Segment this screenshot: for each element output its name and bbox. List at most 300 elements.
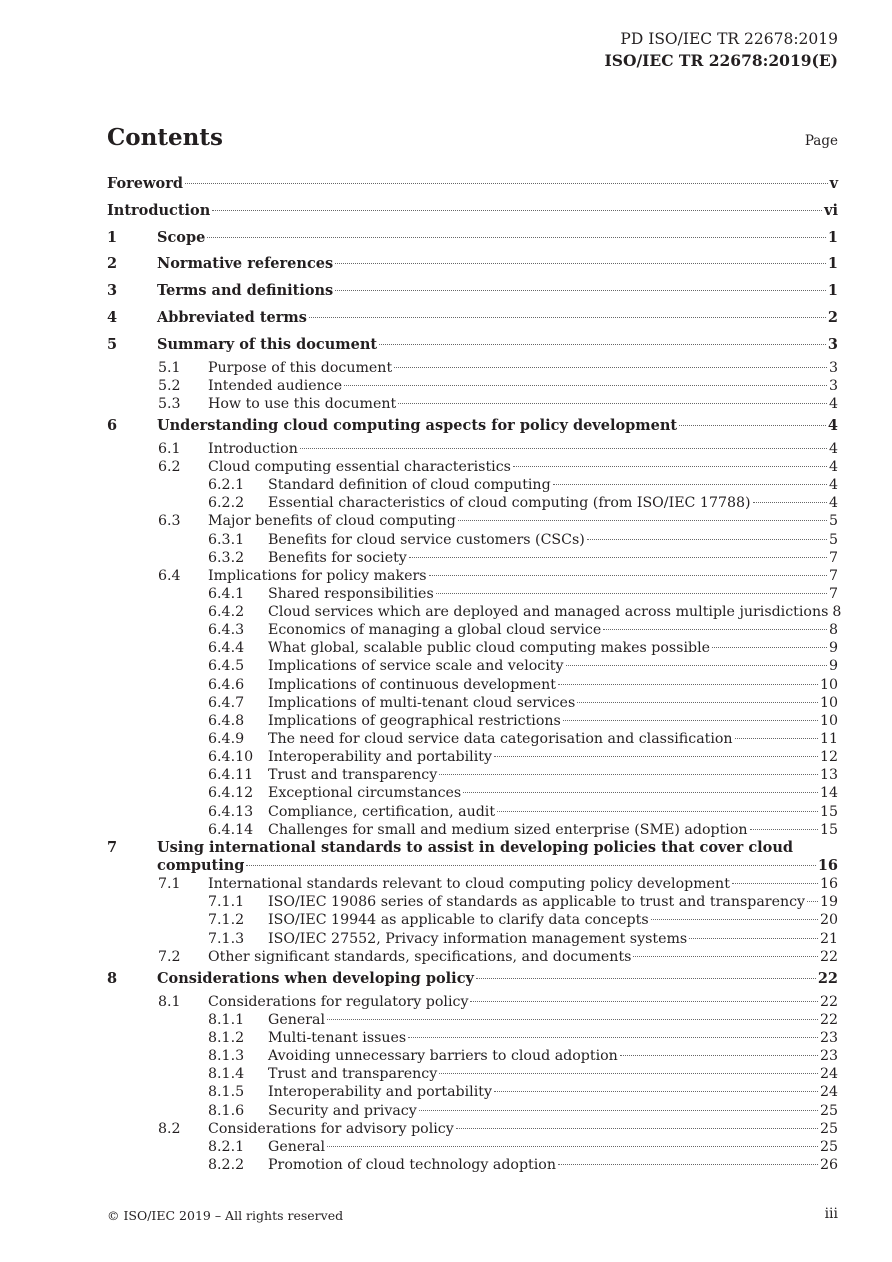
toc-entry-title: ISO/IEC 19086 series of standards as applicable to trust and transparency (268, 894, 806, 911)
toc-entry-number: 7.1.3 (208, 930, 245, 947)
toc-entry-line (208, 1120, 838, 1138)
toc-entry-number: 7.1.1 (208, 894, 245, 911)
toc-entry-title: Considerations for advisory policy (208, 1120, 454, 1137)
toc-entry-number: 6.2.2 (208, 495, 245, 512)
toc-entry-page: 22 (819, 948, 838, 965)
toc-entry-line (107, 171, 838, 198)
toc-entry[interactable] (107, 332, 838, 359)
toc-entry-number: 6.4.4 (208, 640, 245, 657)
toc-entry-page: 25 (819, 1102, 838, 1119)
dot-leader (620, 1055, 818, 1056)
toc-entry-line (268, 494, 838, 512)
toc-entry-number: 6.3 (158, 513, 181, 530)
toc-entry-line (268, 784, 838, 802)
toc-entry[interactable] (107, 359, 838, 377)
page-title: Contents (107, 124, 223, 151)
toc-entry[interactable] (107, 966, 838, 993)
toc-entry-title: Interoperability and portability (268, 749, 492, 766)
toc-entry-number: 8.1.5 (208, 1084, 245, 1101)
toc-entry-title: Economics of managing a global cloud service (268, 622, 602, 639)
toc-entry-line (268, 712, 838, 730)
dot-leader (513, 466, 827, 467)
toc-entry-page: 2 (827, 308, 838, 326)
toc-entry-line (208, 948, 838, 966)
dot-leader (463, 792, 818, 793)
dot-leader (398, 403, 827, 404)
dot-leader (185, 183, 828, 184)
dot-leader (476, 978, 816, 979)
toc-entry-line (268, 657, 838, 675)
toc-entry-page: 4 (828, 477, 838, 494)
toc-entry-title: Other significant standards, specifications, and documents (208, 948, 632, 965)
toc-entry-page: 7 (828, 549, 838, 566)
toc-entry-number: 7.1 (158, 876, 181, 893)
toc-entry-number: 8 (107, 969, 118, 987)
toc-entry-page: vi (824, 201, 838, 219)
toc-entry-number: 3 (107, 282, 118, 300)
dot-leader (566, 665, 827, 666)
toc-entry-number: 6.4.3 (208, 622, 245, 639)
toc-entry-line (268, 930, 838, 948)
toc-entry-title: Interoperability and portability (268, 1084, 492, 1101)
toc-entry-number: 6.4.12 (208, 785, 254, 802)
toc-entry-page: 23 (819, 1048, 838, 1065)
toc-entry[interactable] (107, 948, 838, 966)
toc-entry-title: Using international standards to assist in developing policies that cover cloud (157, 838, 794, 856)
toc-entry-number: 6.4.10 (208, 749, 254, 766)
toc-entry-page: 5 (828, 513, 838, 530)
toc-entry-number: 6.4.9 (208, 731, 245, 748)
toc-entry-line (157, 251, 838, 278)
toc-entry-title: Exceptional circumstances (268, 785, 462, 802)
toc-entry-title: Considerations when developing policy (157, 969, 474, 987)
toc-entry-line (208, 458, 838, 476)
toc-entry-page: 15 (819, 803, 838, 820)
dot-leader (558, 1164, 818, 1165)
dot-leader (807, 901, 818, 902)
toc-entry-title: Purpose of this document (208, 359, 393, 376)
toc-entry-page: 14 (819, 785, 838, 802)
toc-entry[interactable] (107, 1102, 838, 1120)
toc-entry-page: 11 (819, 731, 838, 748)
dot-leader (577, 702, 818, 703)
toc-entry-title: ISO/IEC 27552, Privacy information management systems (268, 930, 688, 947)
toc-entry-line (268, 1047, 838, 1065)
toc-entry-number: 6.2.1 (208, 477, 245, 494)
toc-entry-line (268, 748, 838, 766)
toc-entry-line (208, 567, 838, 585)
toc-entry-line (268, 549, 838, 567)
toc-entry-number: 8.1.3 (208, 1048, 245, 1065)
dot-leader (735, 738, 818, 739)
toc-entry-title: Major benefits of cloud computing (208, 513, 456, 530)
dot-leader (679, 425, 826, 426)
toc-entry-page: 22 (819, 993, 838, 1010)
toc-entry-title: Implications of service scale and velocity (268, 658, 564, 675)
toc-entry-number: 4 (107, 308, 118, 326)
toc-entry-line (157, 839, 838, 857)
toc-entry-line (268, 1083, 838, 1101)
dot-leader (458, 520, 827, 521)
toc-entry-page: 26 (819, 1156, 838, 1173)
toc-entry-title: Intended audience (208, 377, 343, 394)
toc-entry-line (268, 1065, 838, 1083)
toc-entry-page: 7 (828, 567, 838, 584)
toc-entry-line (268, 621, 838, 639)
toc-entry-title: General (268, 1138, 326, 1155)
toc-entry[interactable] (107, 1029, 838, 1047)
toc-entry-page: 4 (828, 458, 838, 475)
dot-leader (558, 684, 818, 685)
toc-entry[interactable] (107, 458, 838, 476)
toc-entry[interactable] (107, 911, 838, 929)
toc-entry-line (268, 639, 838, 657)
toc-entry-number: 6.4 (158, 567, 181, 584)
page-column-label: Page (804, 133, 838, 149)
toc-entry-number: 8.1.6 (208, 1102, 245, 1119)
toc-entry-line (157, 966, 838, 993)
toc-entry-number: 7.1.2 (208, 912, 245, 929)
toc-entry[interactable] (107, 440, 838, 458)
toc-entry[interactable] (107, 1047, 838, 1065)
toc-entry-number: 5 (107, 335, 118, 353)
dot-leader (753, 502, 827, 503)
toc-entry[interactable] (107, 494, 838, 512)
toc-entry[interactable] (107, 305, 838, 332)
dot-leader (409, 557, 827, 558)
dot-leader (419, 1110, 818, 1111)
toc-entry[interactable] (107, 748, 838, 766)
toc-entry[interactable] (107, 377, 838, 395)
page-number: iii (824, 1206, 838, 1222)
toc-entry-number: 5.3 (158, 395, 181, 412)
toc-entry-page: v (829, 175, 838, 192)
toc-entry-page: 24 (819, 1084, 838, 1101)
toc-entry-title: Security and privacy (268, 1102, 417, 1119)
toc-entry[interactable] (107, 1083, 838, 1101)
toc-entry-title: The need for cloud service data categorisation and classification (268, 731, 733, 748)
toc-entry[interactable] (107, 225, 838, 252)
table-of-contents (107, 171, 842, 1174)
toc-entry-title: Considerations for regulatory policy (208, 993, 469, 1010)
toc-entry-line (268, 1138, 838, 1156)
toc-entry-page: 8 (828, 622, 838, 639)
toc-entry[interactable] (107, 585, 838, 603)
toc-entry-page: 25 (819, 1120, 838, 1137)
toc-entry-line (208, 875, 838, 893)
toc-entry[interactable] (107, 993, 838, 1011)
toc-entry-title: Abbreviated terms (157, 308, 307, 326)
toc-entry-number: 8.2.1 (208, 1138, 245, 1155)
toc-entry[interactable] (107, 730, 838, 748)
toc-entry-line (268, 893, 838, 911)
toc-entry-line (208, 395, 838, 413)
toc-entry[interactable] (107, 712, 838, 730)
toc-entry[interactable] (107, 567, 838, 585)
toc-entry-page: 21 (819, 930, 838, 947)
toc-entry-line (268, 766, 838, 784)
toc-entry-page: 16 (817, 857, 838, 875)
toc-entry-title: Understanding cloud computing aspects for policy development (157, 417, 678, 434)
toc-entry-line (107, 198, 838, 225)
dot-leader (344, 385, 827, 386)
toc-entry-line (157, 332, 838, 359)
toc-entry-number: 8.2 (158, 1120, 181, 1137)
dot-leader (750, 829, 818, 830)
toc-entry-line (268, 585, 838, 603)
toc-entry-page: 4 (828, 495, 838, 512)
dot-leader (587, 539, 827, 540)
toc-entry-page: 3 (828, 359, 838, 376)
toc-entry-number: 8.1.1 (208, 1011, 245, 1028)
toc-entry-title: Introduction (107, 201, 211, 219)
toc-entry[interactable] (107, 766, 838, 784)
toc-entry-page: 7 (828, 585, 838, 602)
toc-entry-title: Benefits for society (268, 549, 407, 566)
toc-entry[interactable] (107, 621, 838, 639)
toc-entry-line (268, 1011, 838, 1029)
toc-entry[interactable] (107, 395, 838, 413)
toc-entry-title: Implications of continuous development (268, 676, 556, 693)
toc-entry-line (208, 440, 838, 458)
toc-entry-title: Introduction (208, 440, 298, 457)
dot-leader (300, 448, 827, 449)
dot-leader (429, 575, 827, 576)
toc-entry[interactable] (107, 694, 838, 712)
toc-entry-number: 6.2 (158, 458, 181, 475)
toc-entry-page: 10 (819, 676, 838, 693)
dot-leader (633, 956, 818, 957)
toc-entry[interactable] (107, 1156, 838, 1174)
toc-entry-line (157, 857, 838, 875)
toc-entry[interactable] (107, 839, 838, 857)
toc-entry-page: 3 (827, 335, 838, 353)
toc-entry-title: Shared responsibilities (268, 585, 434, 602)
toc-entry-title: Challenges for small and medium sized enterprise (SME) adoption (268, 821, 748, 838)
toc-entry[interactable] (107, 1138, 838, 1156)
toc-entry-title: General (268, 1011, 326, 1028)
dot-leader (712, 647, 827, 648)
toc-entry-page: 3 (828, 377, 838, 394)
toc-entry-number: 6.4.2 (208, 604, 245, 621)
toc-entry-line (268, 603, 842, 621)
toc-entry-page: 8 (832, 604, 842, 621)
toc-entry-page: 22 (817, 969, 838, 987)
toc-entry-page: 9 (828, 658, 838, 675)
toc-entry-title: Promotion of cloud technology adoption (268, 1156, 556, 1173)
toc-entry[interactable] (107, 821, 838, 839)
toc-entry-title: Standard definition of cloud computing (268, 477, 551, 494)
dot-leader (246, 865, 815, 866)
toc-entry-number: 6.3.1 (208, 531, 245, 548)
toc-entry-title: Multi-tenant issues (268, 1029, 407, 1046)
toc-entry-title-continued: computing (157, 857, 245, 875)
toc-entry-page: 20 (819, 912, 838, 929)
toc-entry-line (268, 730, 838, 748)
toc-entry-title: Scope (157, 228, 206, 246)
toc-entry-page: 1 (827, 255, 838, 273)
toc-entry-line (157, 305, 838, 332)
toc-entry-page: 12 (819, 749, 838, 766)
toc-entry-title: Summary of this document (157, 335, 378, 353)
toc-entry[interactable] (107, 512, 838, 530)
toc-entry-number: 8.1.2 (208, 1029, 245, 1046)
toc-entry-title: Cloud services which are deployed and managed across multiple jurisdictions (268, 604, 829, 621)
toc-entry-title: Cloud computing essential characteristics (208, 458, 511, 475)
dot-leader (494, 1091, 818, 1092)
toc-entry-title: Trust and transparency (268, 1066, 438, 1083)
toc-entry-number: 7.2 (158, 948, 181, 965)
toc-entry-title: Implications for policy makers (208, 567, 427, 584)
toc-entry[interactable] (107, 171, 838, 198)
dot-leader (327, 1146, 818, 1147)
toc-entry-title: Compliance, certification, audit (268, 803, 496, 820)
dot-leader (456, 1128, 818, 1129)
dot-leader (603, 629, 827, 630)
toc-entry-page: 10 (819, 712, 838, 729)
toc-entry-number: 6.3.2 (208, 549, 245, 566)
toc-entry-page: 1 (827, 228, 838, 246)
toc-entry-title: Avoiding unnecessary barriers to cloud adoption (268, 1048, 618, 1065)
dot-leader (327, 1019, 818, 1020)
toc-entry-title: Essential characteristics of cloud computing (from ISO/IEC 17788) (268, 495, 751, 512)
dot-leader (553, 484, 827, 485)
toc-entry[interactable] (107, 476, 838, 494)
dot-leader (732, 883, 818, 884)
toc-entry-title: Implications of geographical restrictions (268, 712, 561, 729)
dot-leader (207, 237, 826, 238)
toc-entry-number: 6.4.5 (208, 658, 245, 675)
toc-entry-number: 6.4.14 (208, 821, 254, 838)
dot-leader (439, 774, 818, 775)
toc-entry-line (268, 911, 838, 929)
toc-entry-line (268, 803, 838, 821)
dot-leader (689, 938, 818, 939)
toc-entry-number: 2 (107, 255, 118, 273)
toc-entry-page: 9 (828, 640, 838, 657)
dot-leader (651, 919, 818, 920)
toc-entry[interactable] (107, 198, 838, 225)
dot-leader (335, 263, 826, 264)
toc-entry-number: 6.1 (158, 440, 181, 457)
toc-entry-title: Terms and definitions (157, 282, 334, 300)
toc-entry-line (268, 476, 838, 494)
toc-entry-page: 4 (827, 417, 838, 434)
toc-entry-number: 6.4.13 (208, 803, 254, 820)
toc-entry-continuation[interactable] (107, 857, 838, 875)
toc-entry-page: 24 (819, 1066, 838, 1083)
toc-entry[interactable] (107, 1120, 838, 1138)
toc-entry-title: How to use this document (208, 395, 397, 412)
toc-entry-number: 6 (107, 417, 118, 434)
toc-entry-page: 23 (819, 1029, 838, 1046)
toc-entry[interactable] (107, 1065, 838, 1083)
toc-entry[interactable] (107, 930, 838, 948)
toc-entry[interactable] (107, 1011, 838, 1029)
dot-leader (394, 367, 827, 368)
dot-leader (408, 1037, 818, 1038)
toc-entry[interactable] (107, 803, 838, 821)
toc-entry-line (208, 359, 838, 377)
toc-entry-page: 4 (828, 440, 838, 457)
toc-entry-page: 15 (819, 821, 838, 838)
toc-entry[interactable] (107, 657, 838, 675)
dot-leader (379, 344, 826, 345)
toc-entry-number: 1 (107, 228, 118, 246)
toc-entry-title: International standards relevant to cloud computing policy development (208, 876, 730, 893)
toc-entry-number: 6.4.7 (208, 694, 245, 711)
dot-leader (439, 1073, 818, 1074)
toc-entry[interactable] (107, 875, 838, 893)
toc-entry-line (268, 694, 838, 712)
toc-entry-title: What global, scalable public cloud computing makes possible (268, 640, 711, 657)
toc-entry-number: 6.4.1 (208, 585, 245, 602)
toc-entry-page: 19 (819, 894, 838, 911)
toc-entry-number: 5.2 (158, 377, 181, 394)
toc-entry-line (157, 413, 838, 440)
dot-leader (436, 593, 827, 594)
toc-entry[interactable] (107, 413, 838, 440)
dot-leader (494, 756, 818, 757)
toc-entry[interactable] (107, 549, 838, 567)
toc-entry-line (268, 1102, 838, 1120)
toc-entry[interactable] (107, 893, 838, 911)
toc-entry-page: 10 (819, 694, 838, 711)
toc-entry-number: 8.2.2 (208, 1156, 245, 1173)
toc-entry-page: 5 (828, 531, 838, 548)
toc-entry-title: Benefits for cloud service customers (CSCs) (268, 531, 585, 548)
dot-leader (497, 811, 818, 812)
toc-entry[interactable] (107, 531, 838, 549)
dot-leader (335, 290, 826, 291)
toc-entry-page: 16 (819, 876, 838, 893)
toc-entry[interactable] (107, 784, 838, 802)
toc-entry-line (268, 821, 838, 839)
toc-entry-number: 8.1.4 (208, 1066, 245, 1083)
toc-entry-line (208, 377, 838, 395)
copyright-footer: © ISO/IEC 2019 – All rights reserved (107, 1208, 344, 1223)
toc-entry-title: ISO/IEC 19944 as applicable to clarify data concepts (268, 912, 649, 929)
toc-entry-number: 6.4.11 (208, 767, 254, 784)
toc-entry-line (268, 1029, 838, 1047)
dot-leader (470, 1001, 817, 1002)
toc-entry-page: 13 (819, 767, 838, 784)
toc-entry[interactable] (107, 251, 838, 278)
toc-entry-title: Trust and transparency (268, 767, 438, 784)
toc-entry-page: 4 (828, 395, 838, 412)
toc-entry-line (208, 512, 838, 530)
document-id-iso: ISO/IEC TR 22678:2019(E) (604, 51, 838, 70)
toc-entry-line (268, 1156, 838, 1174)
toc-entry-number: 5.1 (158, 359, 181, 376)
toc-entry-title: Normative references (157, 255, 334, 273)
toc-entry[interactable] (107, 278, 838, 305)
toc-entry[interactable] (107, 639, 838, 657)
toc-entry-number: 8.1 (158, 993, 181, 1010)
toc-entry-line (268, 676, 838, 694)
dot-leader (309, 317, 826, 318)
toc-entry-number: 6.4.8 (208, 712, 245, 729)
toc-entry-title: Implications of multi-tenant cloud services (268, 694, 576, 711)
toc-entry-page: 25 (819, 1138, 838, 1155)
toc-entry-page: 1 (827, 282, 838, 300)
document-id-pd: PD ISO/IEC TR 22678:2019 (620, 30, 838, 48)
toc-entry-line (268, 531, 838, 549)
toc-entry[interactable] (107, 676, 838, 694)
toc-entry-line (208, 993, 838, 1011)
toc-entry[interactable] (107, 603, 842, 621)
toc-entry-line (157, 225, 838, 252)
